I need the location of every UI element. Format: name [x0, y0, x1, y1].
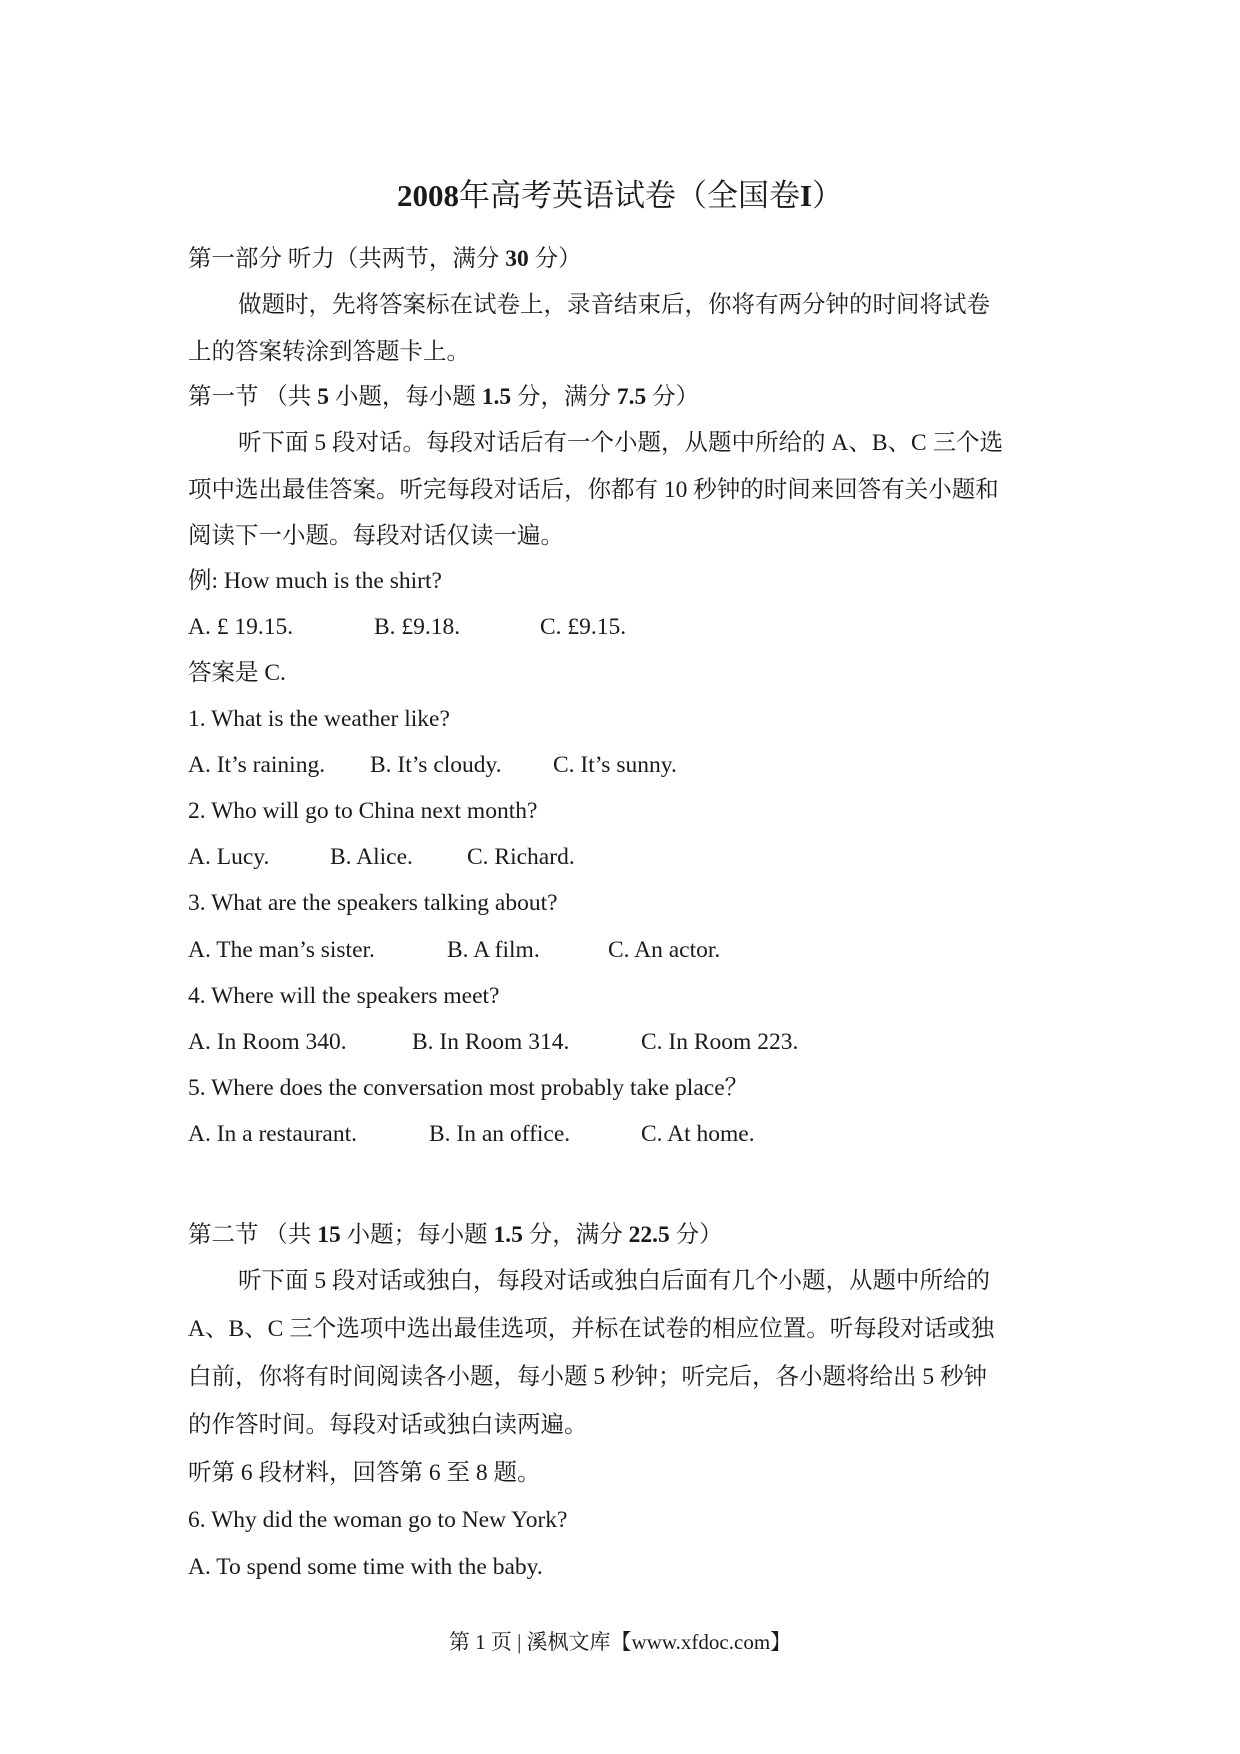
part1-instruction-line2: 上的答案转涂到答题卡上。	[188, 339, 470, 365]
question-4-option-a: A. In Room 340.	[188, 1029, 347, 1055]
section2-instruction-line4: 的作答时间。每段对话或独白读两遍。	[188, 1412, 588, 1438]
example-option-a: A. £ 19.15.	[188, 614, 294, 640]
question-2: 2. Who will go to China next month?	[188, 798, 538, 824]
question-1-option-a: A. It’s raining.	[188, 752, 326, 778]
question-5-option-c: C. At home.	[641, 1121, 755, 1147]
question-6: 6. Why did the woman go to New York?	[188, 1507, 568, 1533]
section1-instruction-line3: 阅读下一小题。每段对话仅读一遍。	[188, 523, 564, 549]
question-6-option-a: A. To spend some time with the baby.	[188, 1554, 543, 1580]
page-footer: 第 1 页 | 溪枫文库【www.xfdoc.com】	[448, 1630, 792, 1654]
question-2-option-b: B. Alice.	[330, 844, 413, 870]
question-3: 3. What are the speakers talking about?	[188, 890, 558, 916]
question-3-option-b: B. A film.	[447, 937, 540, 963]
part1-instruction-line1: 做题时，先将答案标在试卷上，录音结束后，你将有两分钟的时间将试卷	[238, 292, 990, 318]
question-2-option-c: C. Richard.	[467, 844, 575, 870]
question-5: 5. Where does the conversation most probably take place？	[188, 1075, 749, 1101]
section2-instruction-line3: 白前，你将有时间阅读各小题，每小题 5 秒钟；听完后，各小题将给出 5 秒钟	[188, 1364, 987, 1390]
example-option-b: B. £9.18.	[374, 614, 461, 640]
example-option-c: C. £9.15.	[540, 614, 627, 640]
question-3-option-a: A. The man’s sister.	[188, 937, 375, 963]
material-6-instruction: 听第 6 段材料，回答第 6 至 8 题。	[188, 1460, 541, 1486]
document-title: 2008年高考英语试卷（全国卷I）	[396, 178, 844, 213]
question-4-option-b: B. In Room 314.	[412, 1029, 570, 1055]
question-4: 4. Where will the speakers meet?	[188, 983, 500, 1009]
section2-instruction-line1: 听下面 5 段对话或独白，每段对话或独白后面有几个小题，从题中所给的	[238, 1268, 990, 1294]
section1-instruction-line2: 项中选出最佳答案。听完每段对话后，你都有 10 秒钟的时间来回答有关小题和	[188, 477, 999, 503]
section1-instruction-line1: 听下面 5 段对话。每段对话后有一个小题，从题中所给的 A、B、C 三个选	[238, 430, 1004, 456]
section2-heading: 第二节 （共 15 小题；每小题 1.5 分，满分 22.5 分）	[188, 1222, 723, 1248]
question-1-option-b: B. It’s cloudy.	[370, 752, 502, 778]
question-5-option-a: A. In a restaurant.	[188, 1121, 357, 1147]
question-1-option-c: C. It’s sunny.	[553, 752, 677, 778]
section1-heading: 第一节 （共 5 小题，每小题 1.5 分，满分 7.5 分）	[188, 384, 700, 410]
part1-heading: 第一部分 听力（共两节，满分 30 分）	[188, 246, 582, 272]
section2-instruction-line2: A、B、C 三个选项中选出最佳选项，并标在试卷的相应位置。听每段对话或独	[188, 1316, 995, 1342]
question-2-option-a: A. Lucy.	[188, 844, 270, 870]
question-4-option-c: C. In Room 223.	[641, 1029, 799, 1055]
question-1: 1. What is the weather like?	[188, 706, 450, 732]
question-5-option-b: B. In an office.	[429, 1121, 571, 1147]
example-answer: 答案是 C.	[188, 660, 286, 686]
example-question: 例: How much is the shirt?	[188, 568, 442, 594]
question-3-option-c: C. An actor.	[608, 937, 721, 963]
